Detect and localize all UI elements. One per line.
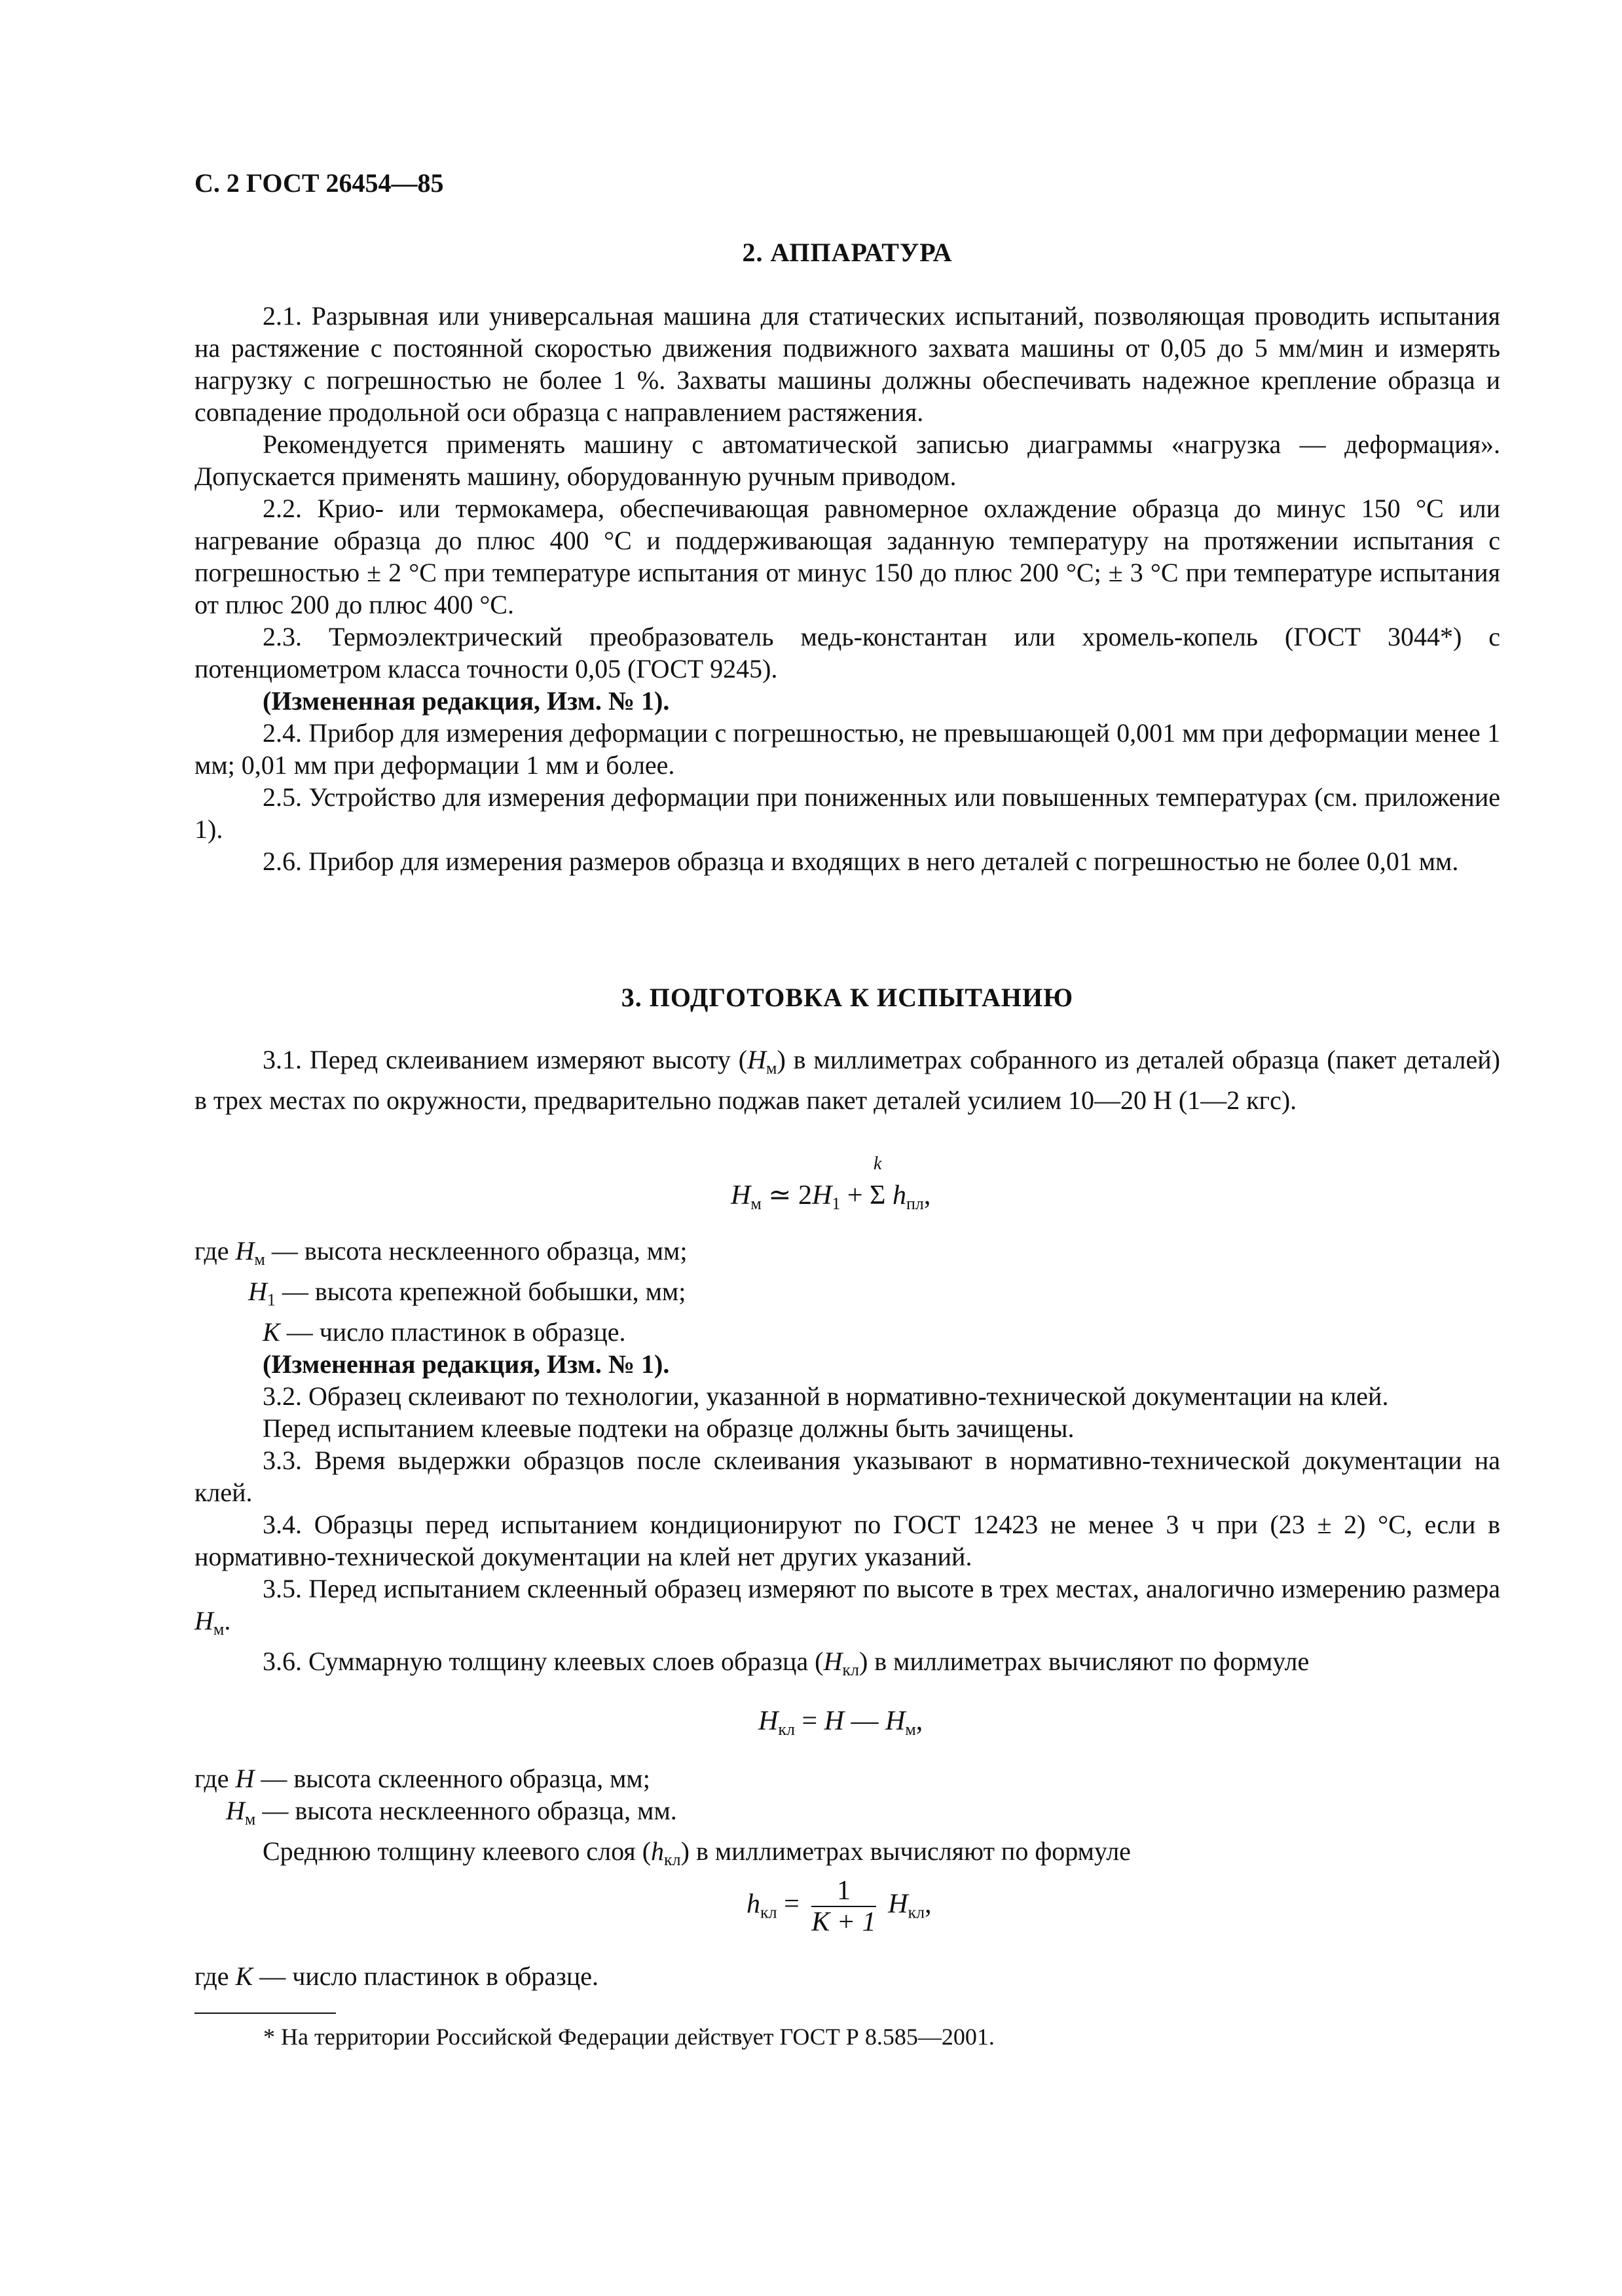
formula-subscript: м bbox=[750, 1194, 762, 1213]
formula-subscript: кл bbox=[908, 1903, 925, 1922]
formula-subscript: кл bbox=[778, 1720, 795, 1739]
paragraph-2-2: 2.2. Крио- или термокамера, обеспечивающая равномерное охлаждение образца до минус 150 °С или нагревание образца до плюс 400 °С и поддерживающая заданную температуру на протяжении испытания с погрешностью ± 2 °С при температуре испытания от минус 150 до плюс 200 °С; ± 3 °С при температуре испытания от плюс 200 до плюс 400 °С. bbox=[194, 494, 1500, 619]
paragraph-mean-thickness bbox=[194, 1835, 1500, 1876]
paragraph-3-5-text-a: 3.5. Перед испытанием склеенный образец измеряют по высоте в трех местах, аналогично измерению размера bbox=[263, 1574, 1500, 1603]
page-header: С. 2 ГОСТ 26454—85 bbox=[194, 168, 444, 198]
section-3-title: 3. ПОДГОТОВКА К ИСПЫТАНИЮ bbox=[621, 983, 1074, 1012]
subscript: кл bbox=[664, 1850, 681, 1869]
formula-fraction bbox=[811, 1876, 876, 1937]
section-3-body-3 bbox=[194, 1960, 1500, 1992]
footnote: * На территории Российской Федерации действует ГОСТ Р 8.585—2001. bbox=[263, 2024, 995, 2050]
formula-operator: = bbox=[802, 1706, 818, 1736]
where-line bbox=[194, 1316, 1500, 1348]
subscript: кл bbox=[842, 1660, 859, 1679]
paragraph-text-a: Среднюю толщину клеевого слоя ( bbox=[263, 1836, 652, 1866]
symbol: H bbox=[823, 1647, 843, 1676]
footnote-divider bbox=[194, 2013, 336, 2014]
paragraph-3-6-text-a: 3.6. Суммарную толщину клеевых слоев образца ( bbox=[263, 1647, 824, 1676]
where-prefix: где bbox=[194, 1961, 236, 1991]
formula-sum-upper: k bbox=[874, 1154, 882, 1174]
formula-glue-mean bbox=[746, 1876, 932, 1937]
symbol: H bbox=[248, 1277, 267, 1306]
paragraph-3-3: 3.3. Время выдержки образцов после склеивания указывают в нормативно-технической документации на клей. bbox=[194, 1446, 1500, 1507]
formula-symbol: H bbox=[758, 1706, 779, 1736]
formula-symbol: H bbox=[731, 1180, 751, 1211]
symbol: H bbox=[235, 1236, 255, 1266]
where-line bbox=[194, 1795, 1500, 1835]
paragraph-3-1 bbox=[194, 1044, 1500, 1116]
formula-subscript: пл bbox=[906, 1194, 924, 1213]
formula-operator: + bbox=[847, 1180, 863, 1211]
section-2-body bbox=[194, 300, 1500, 877]
formula-subscript: кл bbox=[760, 1903, 777, 1922]
symbol: H bbox=[194, 1606, 213, 1635]
paragraph-3-5-text-b: . bbox=[224, 1606, 231, 1635]
paragraph-2-4: 2.4. Прибор для измерения деформации с погрешностью, не превышающей 0,001 мм при деформации менее 1 мм; 0,01 мм при деформации 1 мм и более. bbox=[194, 718, 1500, 780]
paragraph-3-2-note: Перед испытанием клеевые подтеки на образце должны быть зачищены. bbox=[263, 1413, 1075, 1443]
symbol: K bbox=[235, 1961, 253, 1991]
formula-punct: , bbox=[925, 1889, 932, 1920]
where-line bbox=[194, 1275, 1500, 1316]
amendment-note-1: (Измененная редакция, Изм. № 1). bbox=[263, 686, 670, 716]
symbol: H bbox=[226, 1796, 245, 1825]
where-text: — число пластинок в образце. bbox=[280, 1317, 626, 1347]
formula-punct: , bbox=[923, 1180, 931, 1211]
section-2-title: 2. АППАРАТУРА bbox=[742, 238, 953, 267]
symbol: h bbox=[651, 1836, 665, 1866]
formula-symbol: H bbox=[824, 1706, 844, 1736]
formula-operator: — bbox=[851, 1706, 879, 1736]
symbol: H bbox=[747, 1045, 767, 1074]
where-line bbox=[194, 1762, 1500, 1795]
where-text: — высота склеенного образца, мм; bbox=[254, 1764, 650, 1793]
formula-sum bbox=[870, 1154, 886, 1211]
formula-symbol: h bbox=[892, 1180, 906, 1211]
subscript: м bbox=[766, 1059, 777, 1078]
formula-symbol: H bbox=[812, 1180, 832, 1211]
fraction-denominator: K + 1 bbox=[811, 1907, 876, 1937]
where-prefix: где bbox=[194, 1764, 236, 1793]
paragraph-3-5 bbox=[194, 1573, 1500, 1645]
paragraph-3-4: 3.4. Образцы перед испытанием кондиционируют по ГОСТ 12423 не менее 3 ч при (23 ± 2) °С, если в нормативно-технической документации на клей нет других указаний. bbox=[194, 1510, 1500, 1571]
formula-height bbox=[731, 1154, 931, 1214]
where-line bbox=[194, 1235, 1500, 1275]
where-text: — высота несклеенного образца, мм. bbox=[255, 1796, 677, 1825]
section-3-1 bbox=[194, 1044, 1500, 1116]
where-text: — высота несклеенного образца, мм; bbox=[265, 1236, 688, 1266]
section-3-body bbox=[194, 1235, 1500, 1686]
paragraph-3-1-text-b: ) в миллиметрах собранного из деталей образца (пакет деталей) в трех местах по окружности, предварительно поджав пакет деталей усилием 10—20 Н (1—2 кгс). bbox=[194, 1045, 1500, 1115]
paragraph-3-2: 3.2. Образец склеивают по технологии, указанной в нормативно-технической документации на клей. bbox=[263, 1381, 1389, 1411]
paragraph-2-1: 2.1. Разрывная или универсальная машина для статических испытаний, позволяющая проводить испытания на растяжение с постоянной скоростью движения подвижного захвата машины от 0,05 до 5 мм/мин и измерять нагрузку с погрешностью не более 1 %. Захваты машины должны обеспечивать надежное крепление образца и совпадение продольной оси образца с направлением растяжения. bbox=[194, 301, 1500, 427]
formula-symbol: h bbox=[746, 1889, 760, 1920]
formula-glue-total bbox=[758, 1705, 923, 1740]
formula-symbol: H bbox=[885, 1706, 906, 1736]
where-text: — число пластинок в образце. bbox=[253, 1961, 599, 1991]
paragraph-3-1-text-a: 3.1. Перед склеиванием измеряют высоту ( bbox=[263, 1045, 748, 1074]
paragraph-text-b: ) в миллиметрах вычисляют по формуле bbox=[680, 1836, 1131, 1866]
formula-coefficient: 2 bbox=[798, 1180, 812, 1211]
paragraph-2-6: 2.6. Прибор для измерения размеров образца и входящих в него деталей с погрешностью не более 0,01 мм. bbox=[263, 847, 1459, 876]
where-text: — высота крепежной бобышки, мм; bbox=[275, 1277, 686, 1306]
formula-relation: ≃ bbox=[768, 1180, 792, 1211]
amendment-note-2: (Измененная редакция, Изм. № 1). bbox=[263, 1349, 670, 1379]
formula-sigma: Σ bbox=[870, 1180, 886, 1211]
section-3-body-2 bbox=[194, 1762, 1500, 1876]
subscript: 1 bbox=[267, 1290, 276, 1309]
subscript: м bbox=[244, 1810, 256, 1829]
symbol: K bbox=[263, 1317, 280, 1347]
formula-subscript: м bbox=[905, 1720, 916, 1739]
formula-punct: , bbox=[915, 1706, 923, 1736]
subscript: м bbox=[213, 1620, 225, 1639]
symbol: H bbox=[235, 1764, 255, 1793]
subscript: м bbox=[254, 1250, 265, 1269]
paragraph-3-6-text-b: ) в миллиметрах вычисляют по формуле bbox=[858, 1647, 1310, 1676]
paragraph-2-1-note: Рекомендуется применять машину с автоматической записью диаграммы «нагрузка — деформация». Допускается применять машину, оборудованную ручным приводом. bbox=[194, 429, 1500, 491]
paragraph-2-5: 2.5. Устройство для измерения деформации при пониженных или повышенных температурах (см. приложение 1). bbox=[194, 782, 1500, 844]
formula-symbol: H bbox=[888, 1889, 908, 1920]
formula-operator: = bbox=[784, 1889, 800, 1920]
formula-subscript: 1 bbox=[832, 1194, 841, 1213]
where-line bbox=[194, 1960, 1500, 1992]
paragraph-3-6 bbox=[194, 1645, 1500, 1686]
paragraph-2-3: 2.3. Термоэлектрический преобразователь медь-константан или хромель-копель (ГОСТ 3044*) с потенциометром класса точности 0,05 (ГОСТ 9245). bbox=[194, 622, 1500, 683]
where-prefix: где bbox=[194, 1236, 236, 1266]
fraction-numerator: 1 bbox=[811, 1876, 876, 1907]
